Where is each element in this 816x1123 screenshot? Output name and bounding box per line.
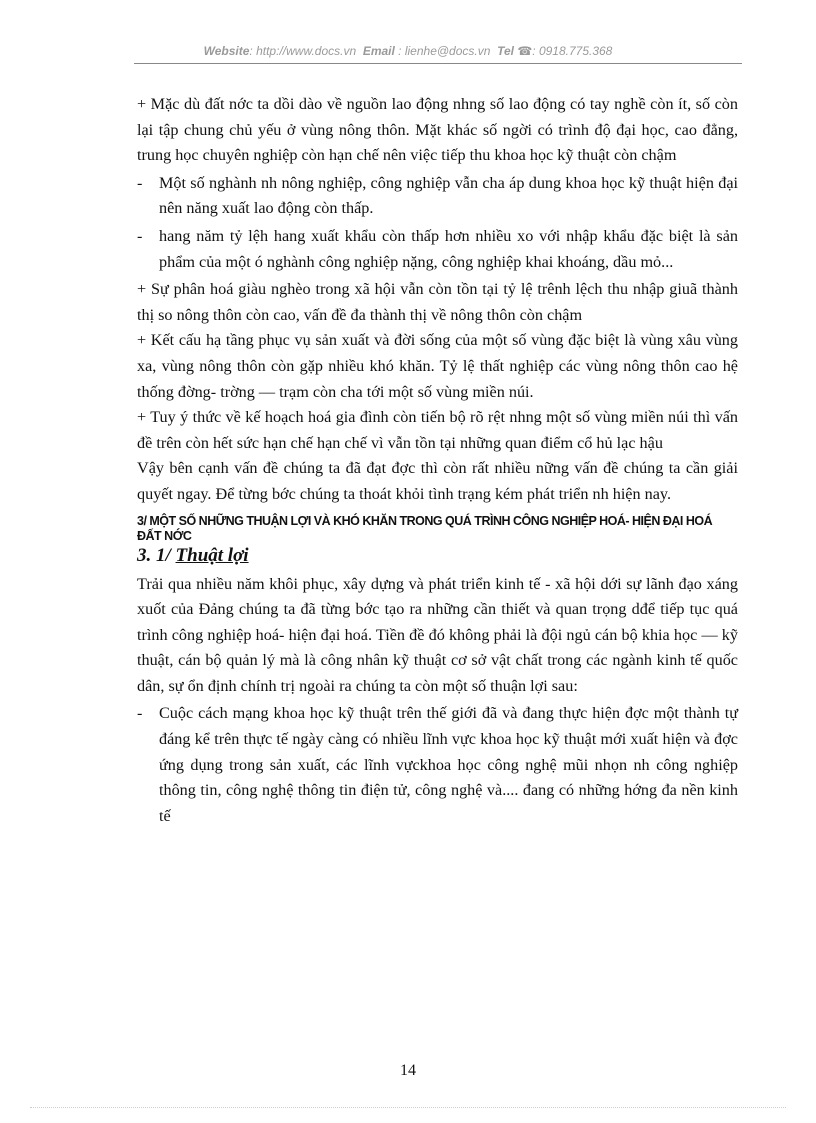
subsection-title: Thuật lợi [175,544,249,566]
dash-bullet: - [137,226,143,245]
paragraph-family-planning: + Tuy ý thức về kế hoạch hoá gia đình còn tiến bộ rõ rệt nhng một số vùng miền núi thì vấn đề trên còn hết sức hạn chế hạn chế vì vẫn tồn tại những quan điểm cổ hủ lạc hậu [137,408,738,452]
bullet-item-tech-revolution [137,701,738,829]
bullet-text: Cuộc cách mạng khoa học kỹ thuật trên thế giới đã và đang thực hiện đợc một thành tự đáng kể trên thực tế ngày càng có nhiều lĩnh vực khoa học kỹ thuật mới xuất hiện và đợc ứng dụng trong sản xuất, các lĩnh vựckhoa học công nghệ mũi nhọn nh công nghiệp thông tin, công nghệ thông tin điện tử, công nghệ và.... đang có những hớng đa nền kinh tế [159,704,738,825]
subsection-number: 3. 1/ [137,544,176,566]
paragraph-labor: + Mặc dù đất nớc ta dồi dào về nguồn lao động nhng số lao động có tay nghề còn ít, số còn lại tập chung chủ yếu ở vùng nông thôn. Mặt khác số ngời có trình độ đại học, cao đẳng, trung học chuyên nghiệp còn hạn chế nên việc tiếp thu khoa học kỹ thuật còn chậm [137,95,738,165]
subsection-heading-3-1 [137,544,738,568]
paragraph-income-gap: + Sự phân hoá giàu nghèo trong xã hội vẫn còn tồn tại tỷ lệ trênh lệch thu nhập giuã thành thị so nông thôn còn cao, vấn đề đa thành thị về nông thôn còn chậm [137,280,738,324]
header-divider [134,63,742,64]
email-label: Email [362,44,395,58]
bullet-item-productivity [137,171,738,222]
bullet-text: Một số nghành nh nông nghiệp, công nghiệp vẫn cha áp dung khoa học kỹ thuật hiện đại nên năng xuất lao động còn thấp. [159,173,738,218]
footer-divider [30,1107,786,1108]
email-value: : lienhe@docs.vn [398,44,491,58]
bullet-text: hang năm tỷ lệh hang xuất khẩu còn thấp hơn nhiều xo với nhập khẩu đặc biệt là sản phẩm của một ó nghành công nghiệp nặng, công nghiệp khai khoáng, dầu mỏ... [159,226,738,271]
dash-bullet: - [137,173,143,192]
page-header [0,44,816,58]
bullet-item-export [137,224,738,275]
dash-bullet: - [137,704,143,723]
website-label: Website [203,44,250,58]
tel-value: : 0918.775.368 [532,44,613,58]
paragraph-summary: Vậy bên cạnh vấn đề chúng ta đã đạt đợc thì còn rất nhiều nững vấn đề chúng ta cần giải quyết ngay. Để từng bớc chúng ta thoát khỏi tình trạng kém phát triển nh hiện nay. [137,459,738,503]
paragraph-advantages: Trải qua nhiều năm khôi phục, xây dựng và phát triển kinh tế - xã hội dới sự lãnh đạo xáng xuốt của Đảng chúng ta đã từng bớc tạo ra những cần thiết và quan trọng dđể tiếp tục quá trình công nghiệp hoá- hiện đại hoá. Tiền đề đó không phải là đội ngủ cán bộ khia học — kỹ thuật, cán bộ quản lý mà là công nhân kỹ thuật cơ sở vật chất trong các ngành kinh tế quốc dân, sự ổn định chính trị ngoài ra chúng ta còn một số thuận lợi sau: [137,574,738,695]
website-value: : http://www.docs.vn [249,44,357,58]
page-content [137,92,738,831]
tel-label: Tel [497,44,514,58]
page-number: 14 [400,1062,416,1079]
section-heading-3: 3/ MỘT SỐ NHỮNG THUẬN LỢI VÀ KHÓ KHĂN TRONG QUÁ TRÌNH CÔNG NGHIỆP HOÁ- HIỆN ĐẠI HOÁ ĐẤT NỚC [137,513,713,543]
paragraph-infrastructure: + Kết cấu hạ tầng phục vụ sản xuất và đời sống của một số vùng đặc biệt là vùng xâu vùng xa, vùng nông thôn còn gặp nhiều khó khăn. Tỷ lệ thất nghiệp các vùng nông thôn cao hệ thống đờng- trờng — trạm còn cha tới một số vùng miền núi. [137,331,738,401]
phone-icon: ☎ [517,44,533,58]
